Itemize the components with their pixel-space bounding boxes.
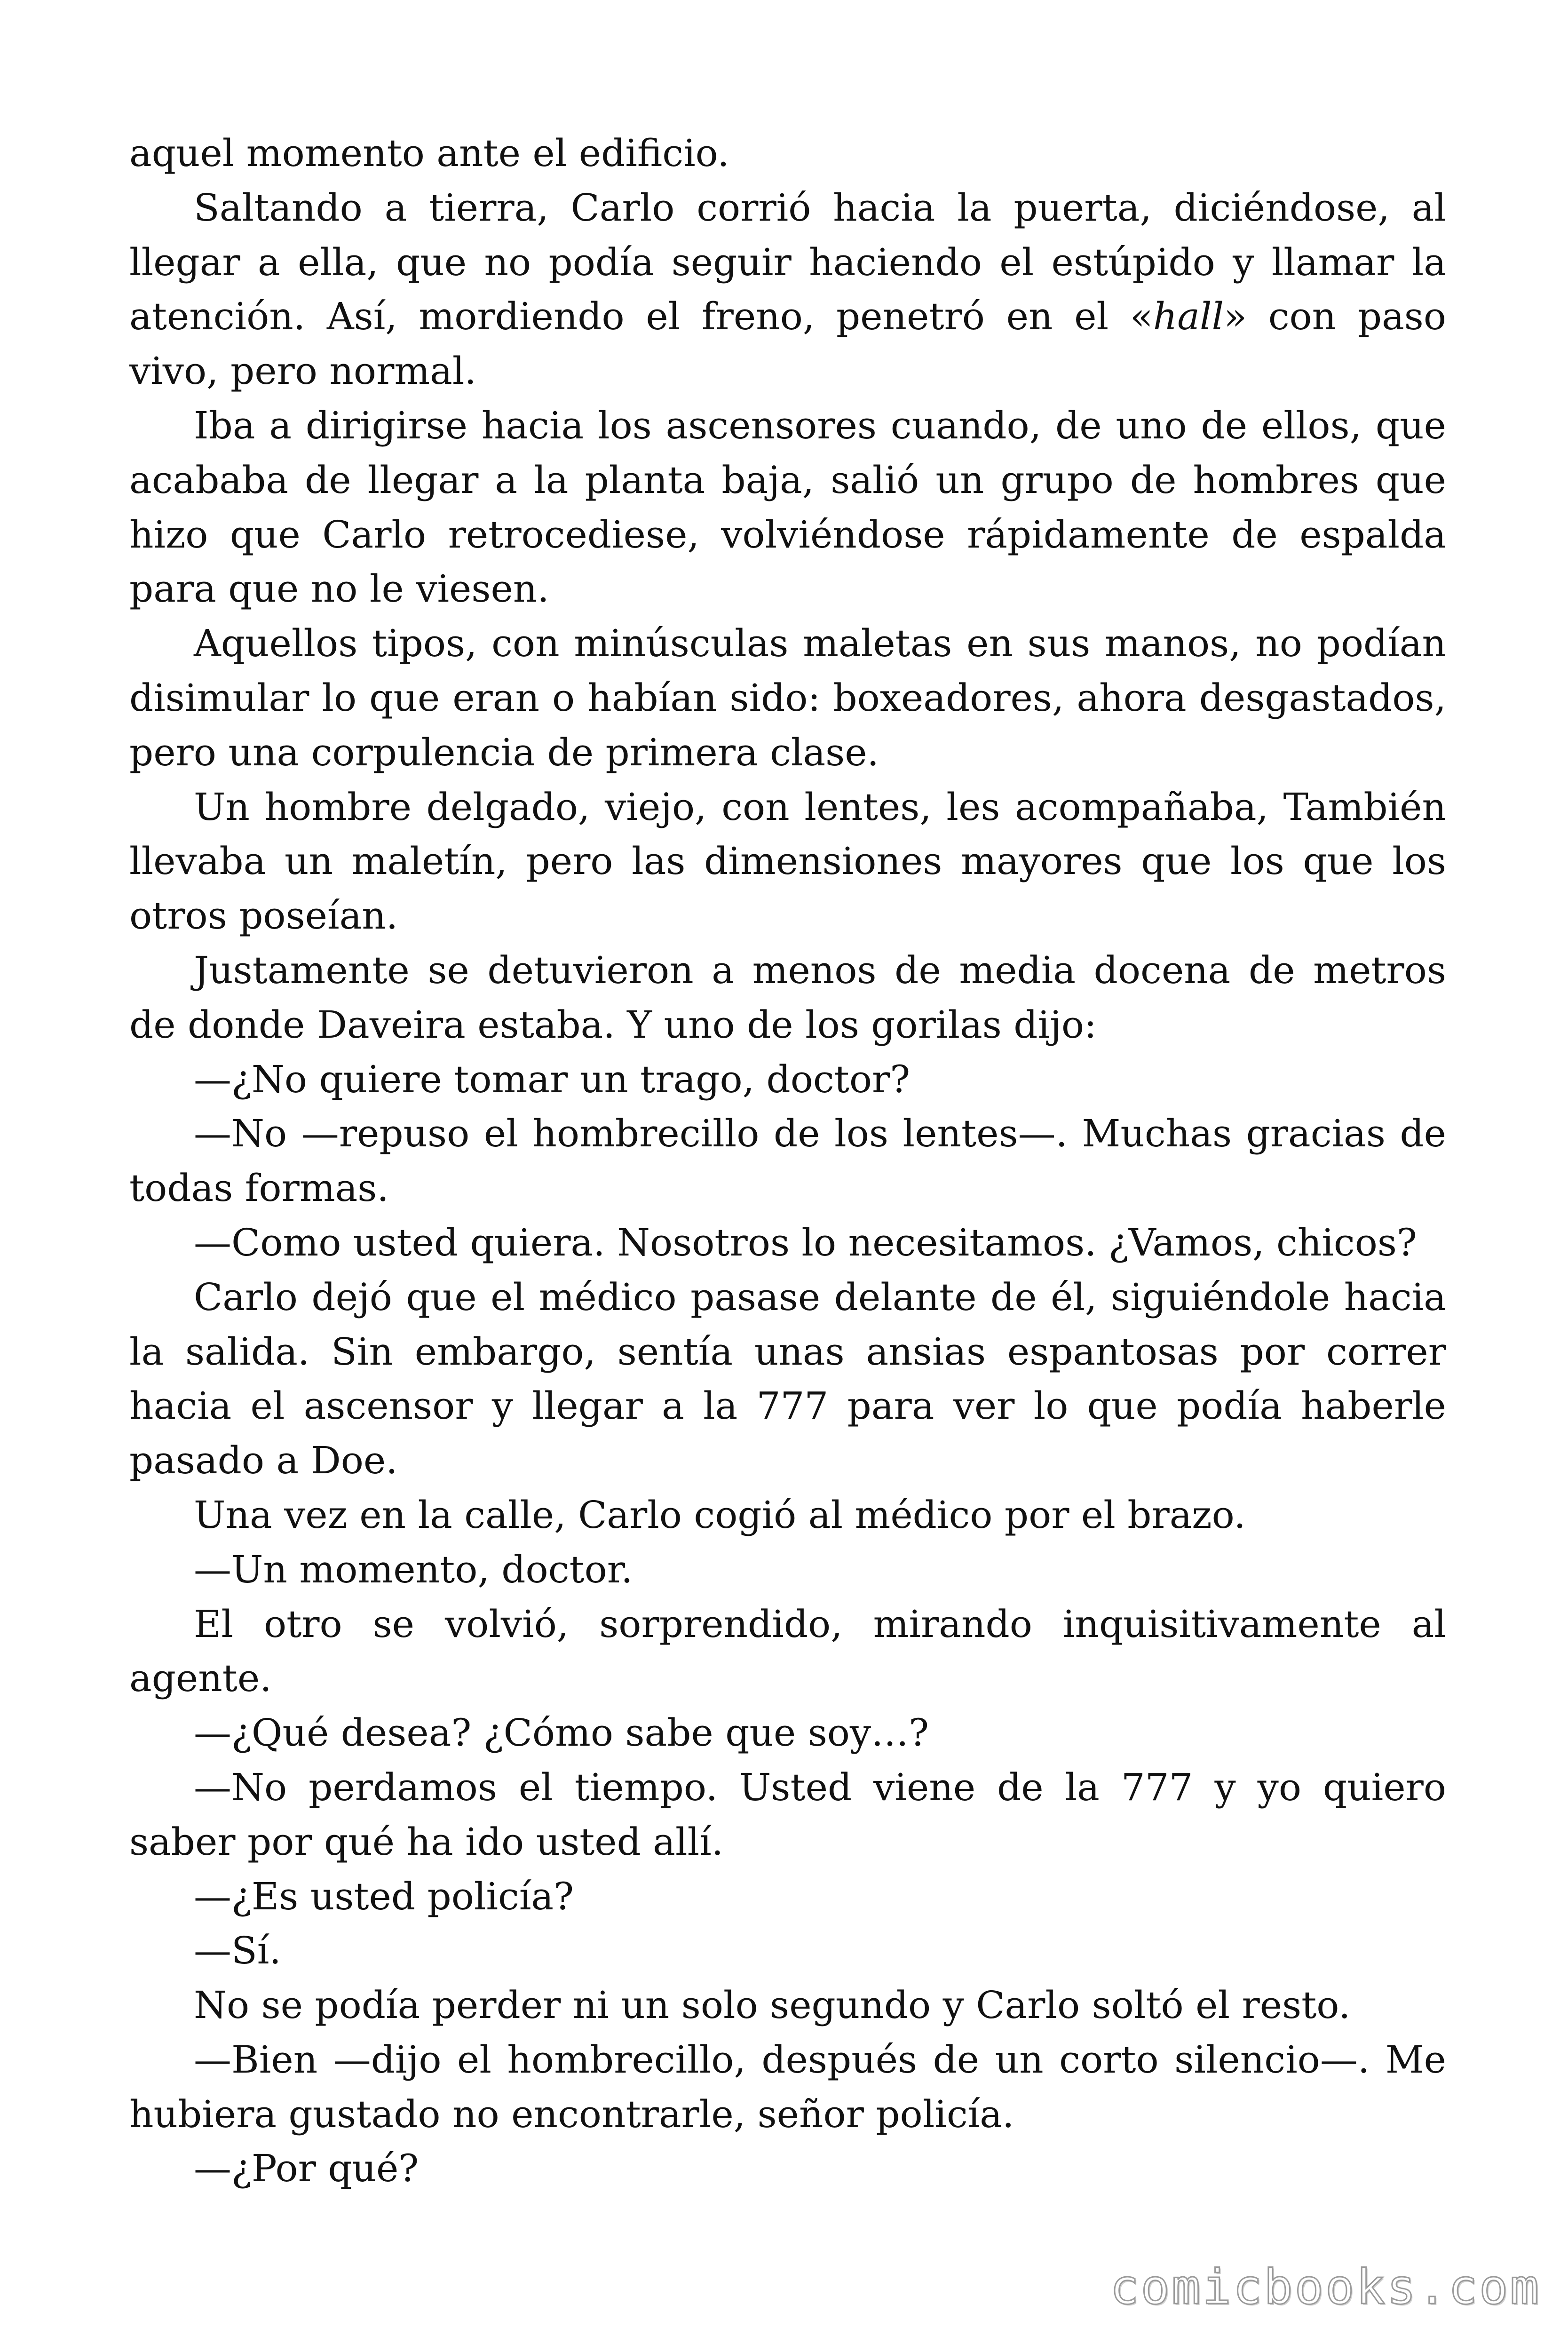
paragraph [129,1978,1446,2033]
text-segment: —¿Qué desea? ¿Cómo sabe que soy…? [194,1711,929,1755]
book-page-text [129,126,1446,2196]
paragraph [129,181,1446,398]
paragraph [129,1270,1446,1488]
paragraph [129,1488,1446,1542]
text-segment: Saltando a tierra, Carlo corrió hacia la puerta, diciéndose, al llegar a ella, que no podía seguir haciendo el estúpido y llamar la atención. Así, mordiendo el freno, penetró en el « [129,185,1446,339]
text-segment: —Sí. [194,1929,281,1973]
text-segment: —Bien —dijo el hombrecillo, después de un corto silencio—. Me hubiera gustado no encontrarle, señor policía. [129,2037,1446,2136]
text-segment: Un hombre delgado, viejo, con lentes, les acompañaba, También llevaba un maletín, pero las dimensiones mayores que los que los otros poseían. [129,785,1446,938]
text-segment: —¿No quiere tomar un trago, doctor? [194,1057,911,1101]
text-segment: —¿Es usted policía? [194,1874,574,1918]
text-segment: —¿Por qué? [194,2146,419,2191]
text-segment: —No —repuso el hombrecillo de los lentes—. Muchas gracias de todas formas. [129,1112,1446,1210]
text-segment: Aquellos tipos, con minúsculas maletas en sus manos, no podían disimular lo que eran o habían sido: boxeadores, ahora desgastados, pero una corpulencia de primera clase. [129,621,1446,774]
paragraph [129,1106,1446,1216]
text-segment: El otro se volvió, sorprendido, mirando inquisitivamente al agente. [129,1602,1446,1700]
paragraph [129,1216,1446,1270]
paragraph [129,1923,1446,1978]
text-segment: Justamente se detuvieron a menos de media docena de metros de donde Daveira estaba. Y uno de los gorilas dijo: [129,948,1446,1047]
paragraph [129,943,1446,1052]
paragraph [129,398,1446,616]
paragraph [129,616,1446,779]
watermark-logo: comicbooks.com [1110,2259,1541,2315]
paragraph [129,126,1446,181]
italic-text: hall [1153,294,1224,339]
text-segment: Una vez en la calle, Carlo cogió al médico por el brazo. [194,1493,1246,1537]
paragraph [129,1052,1446,1107]
paragraph [129,1760,1446,1869]
text-segment: aquel momento ante el edificio. [129,131,729,175]
text-segment: Iba a dirigirse hacia los ascensores cuando, de uno de ellos, que acababa de llegar a la planta baja, salió un grupo de hombres que hizo que Carlo retrocediese, volviéndose rápidamente de espalda para que no le viesen. [129,403,1446,611]
text-segment: —No perdamos el tiempo. Usted viene de la 777 y yo quiero saber por qué ha ido usted allí. [129,1765,1446,1864]
paragraph [129,780,1446,943]
text-segment: Carlo dejó que el médico pasase delante de él, siguiéndole hacia la salida. Sin embargo, sentía unas ansias espantosas por correr hacia el ascensor y llegar a la 777 para ver lo que podía haberle pasado a Doe. [129,1275,1446,1483]
paragraph [129,1597,1446,1706]
paragraph [129,2033,1446,2142]
text-segment: —Como usted quiera. Nosotros lo necesitamos. ¿Vamos, chicos? [194,1220,1417,1264]
paragraph [129,2141,1446,2196]
paragraph [129,1706,1446,1760]
paragraph [129,1542,1446,1597]
text-segment: No se podía perder ni un solo segundo y Carlo soltó el resto. [194,1983,1351,2027]
text-segment: » con paso vivo, pero normal. [129,294,1446,393]
text-segment: —Un momento, doctor. [194,1547,633,1591]
paragraph [129,1869,1446,1924]
